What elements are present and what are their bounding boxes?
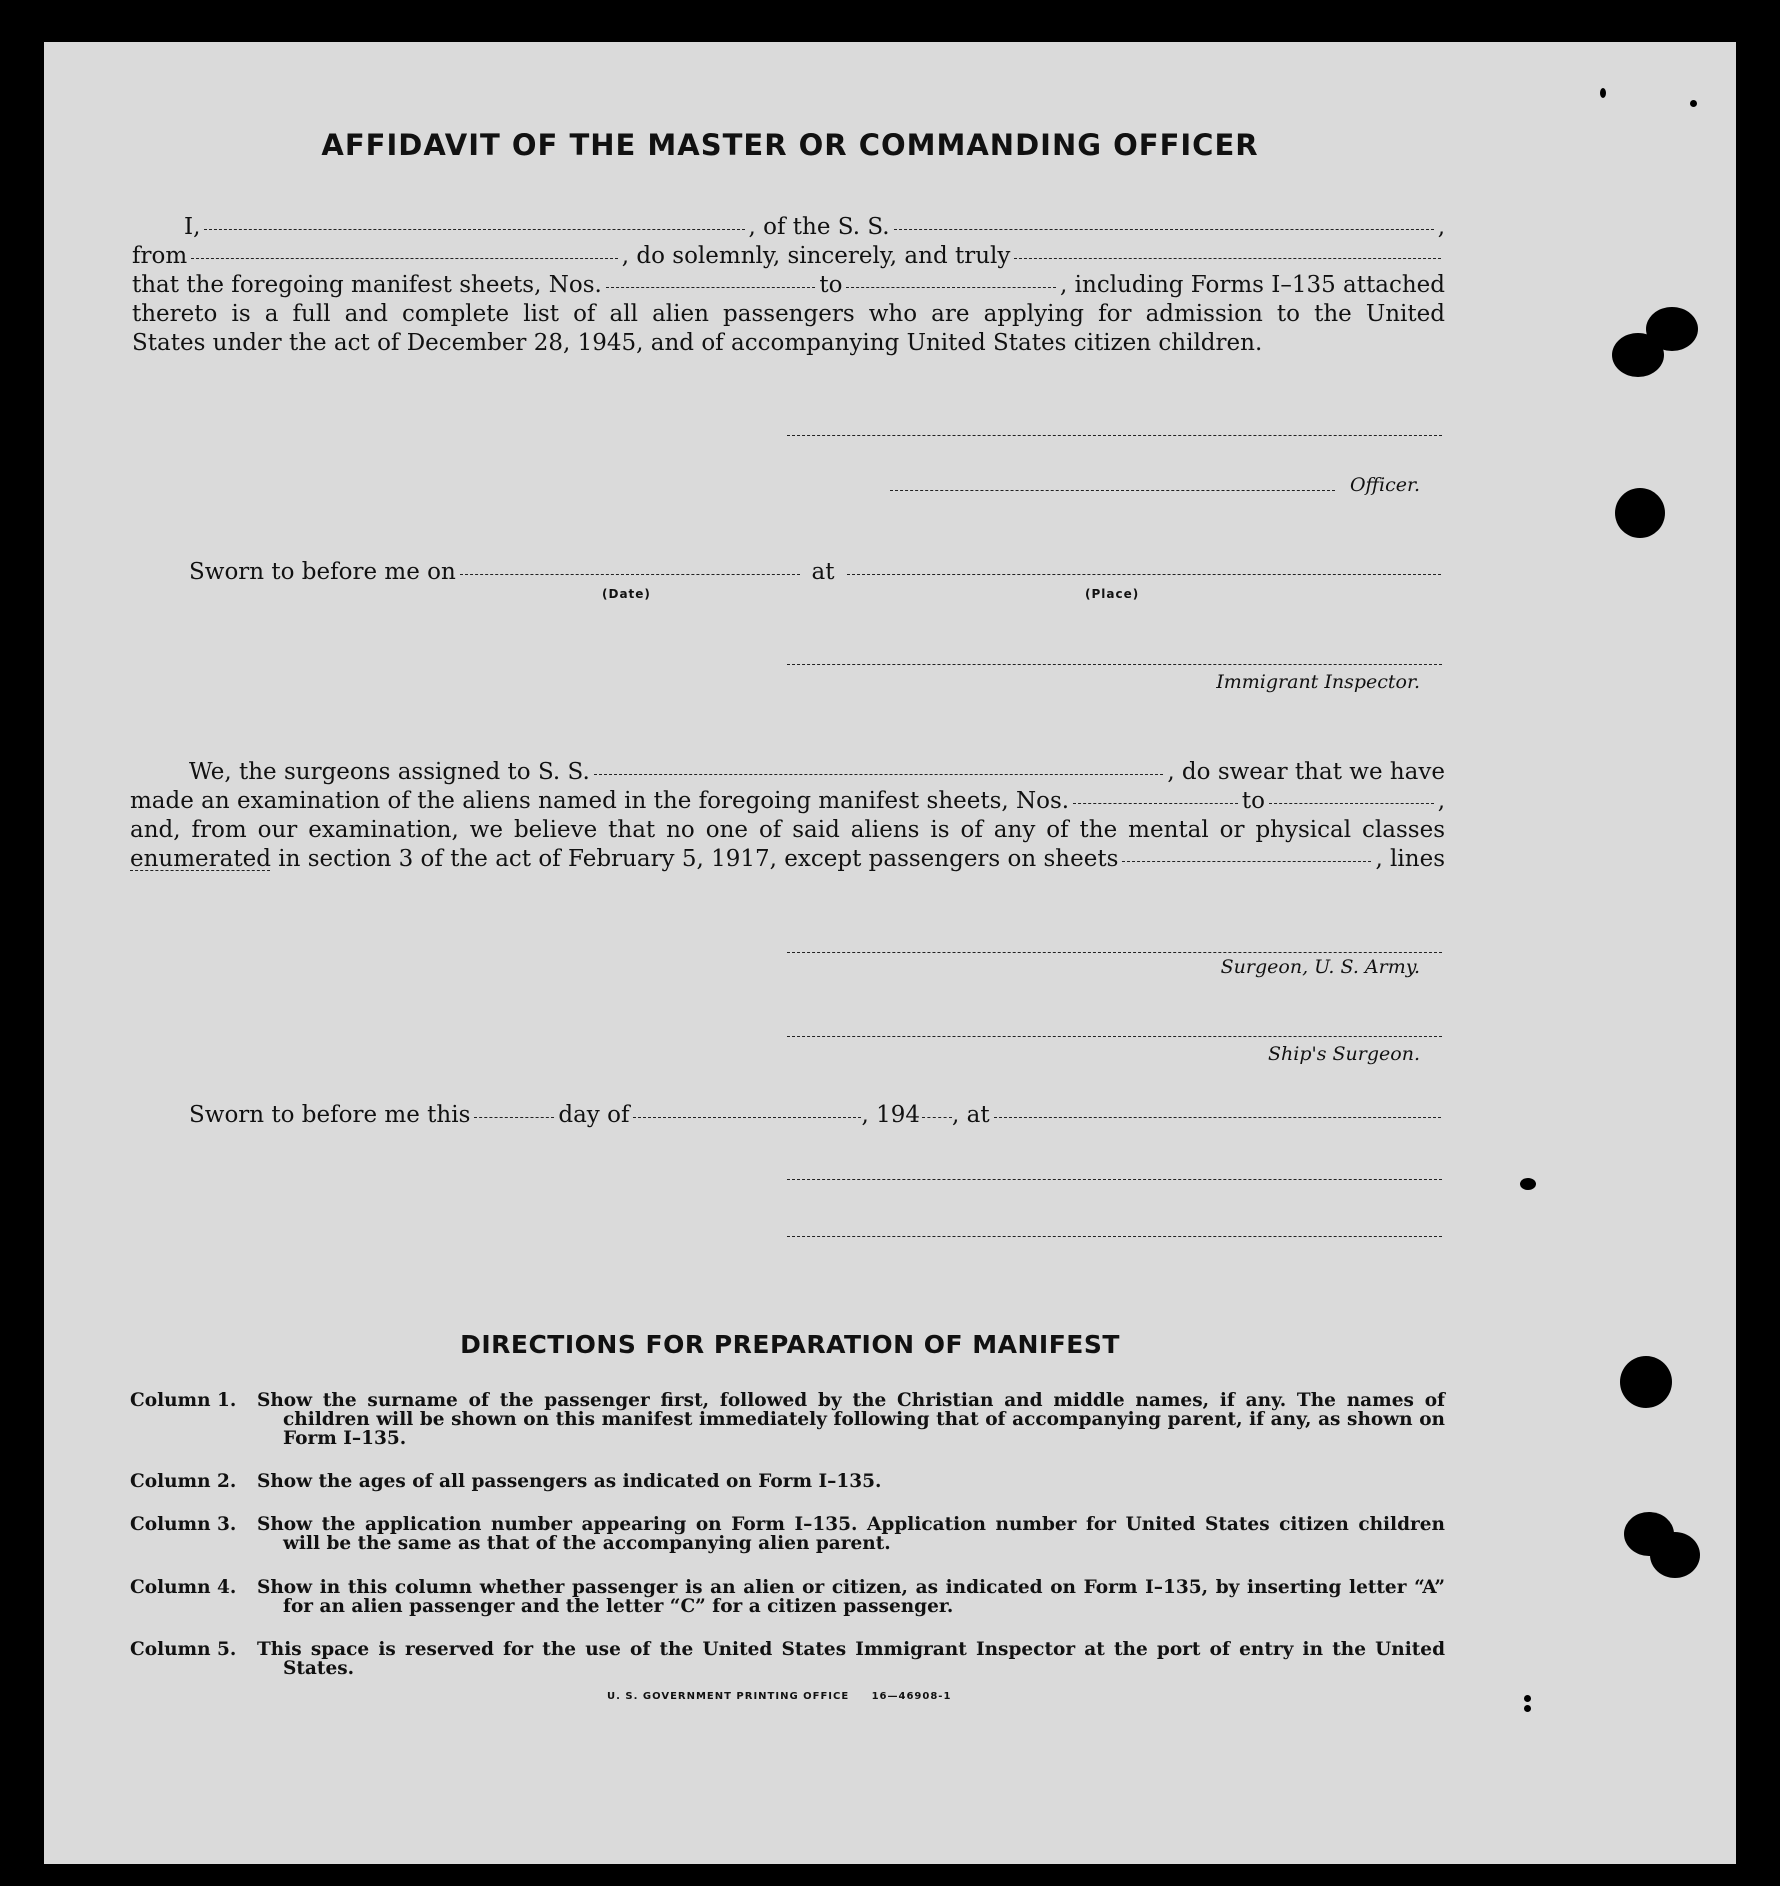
oath-field[interactable] [1014,258,1441,259]
direction-column-4 [130,1578,1445,1616]
date-caption: (Date) [602,587,651,601]
officer-name-field[interactable] [204,229,744,230]
affidavit-comma: , [1437,214,1446,240]
ship-surgeon-label: Ship's Surgeon. [1268,1043,1420,1065]
sworn-year-prefix: , 194 [861,1102,921,1128]
ink-speck-1 [1600,88,1606,98]
punch-hole-6 [1650,1532,1700,1578]
direction-text-cont: States. [283,1658,355,1679]
direction-text: Show the application number appearing on Form I–135. Application number for United States citizen children [257,1514,1445,1535]
direction-text-cont: for an alien passenger and the letter “C” for a citizen passenger. [283,1596,954,1617]
direction-column-label: Column 1. [130,1390,237,1411]
affidavit-including: , including Forms I–135 attached [1060,272,1446,298]
affidavit-sheets-nos: that the foregoing manifest sheets, Nos. [132,272,602,298]
surgeons-enumerated: enumerated in section 3 of the act of February 5, 1917, except passengers on sheets [130,846,1119,872]
direction-column-label: Column 5. [130,1639,237,1660]
direction-column-label: Column 4. [130,1577,237,1598]
sheets-to-field[interactable] [846,287,1056,288]
affidavit-of-ss: , of the S. S. [748,214,890,240]
direction-column-5 [130,1640,1445,1678]
direction-text-cont: will be the same as that of the accompanying alien parent. [283,1533,891,1554]
direction-text: This space is reserved for the use of the United States Immigrant Inspector at the port of entry in the United [257,1639,1445,1660]
sworn-place-field[interactable] [847,574,1442,575]
sworn-signature-line-2[interactable] [787,1236,1442,1237]
punch-hole-2 [1646,307,1698,351]
ship-surgeon-signature-line[interactable] [787,1036,1442,1037]
ink-speck-4 [1524,1705,1531,1712]
directions-title: DIRECTIONS FOR PREPARATION OF MANIFEST [460,1330,1120,1359]
officer-label: Officer. [1349,474,1420,496]
direction-text: Show the ages of all passengers as indicated on Form I–135. [257,1471,882,1492]
sworn-signature-line-1[interactable] [787,1179,1442,1180]
surgeon-ship-field[interactable] [594,774,1164,775]
affidavit-i: I, [184,214,201,240]
punch-hole-3 [1615,488,1665,538]
surgeons-swear: , do swear that we have [1167,759,1445,785]
army-surgeon-signature-line[interactable] [787,952,1442,953]
officer-signature-line[interactable] [787,435,1442,436]
surgeons-assigned: We, the surgeons assigned to S. S. [189,759,590,785]
inspector-label: Immigrant Inspector. [1216,671,1420,693]
direction-text-cont: children will be shown on this manifest immediately following that of accompanying parent, if any, as shown on Form I–135. [283,1409,1445,1449]
sworn-day-line [189,1101,1445,1130]
direction-column-label: Column 3. [130,1514,237,1535]
place-caption: (Place) [1085,587,1140,601]
sworn-before-me-on: Sworn to before me on [189,559,456,585]
affidavit-line-5: States under the act of December 28, 1945, and of accompanying United States citizen children. [132,330,1263,356]
army-surgeon-label: Surgeon, U. S. Army. [1220,956,1420,978]
sworn-month-field[interactable] [633,1117,861,1118]
sworn-at: at [811,559,835,585]
sworn-day-of: day of [558,1102,630,1128]
ink-speck-2 [1690,100,1697,107]
surgeons-comma: , [1437,788,1445,814]
sworn-year-field[interactable] [922,1117,952,1118]
surgeons-lines: , lines [1375,846,1445,872]
affidavit-solemnly: , do solemnly, sincerely, and truly [621,243,1011,269]
surgeons-line-3: and, from our examination, we believe that no one of said aliens is of any of the mental or physical classes [130,817,1445,843]
direction-column-2 [130,1472,1445,1491]
ship-name-field[interactable] [894,229,1434,230]
direction-column-label: Column 2. [130,1471,237,1492]
except-sheets-field[interactable] [1122,861,1371,862]
direction-text: Show in this column whether passenger is an alien or citizen, as indicated on Form I–135, by inserting letter “A” [257,1577,1445,1598]
exam-sheets-to-field[interactable] [1269,803,1434,804]
affidavit-paragraph [132,213,1445,358]
surgeons-to: to [1241,788,1265,814]
affidavit-line-4: thereto is a full and complete list of all alien passengers who are applying for admission to the United [132,301,1445,327]
inspector-signature-line[interactable] [787,664,1442,665]
sworn-day-field[interactable] [474,1117,554,1118]
except-lines-field[interactable] [130,870,270,871]
sworn-before-me-this: Sworn to before me this [189,1102,471,1128]
exam-sheets-from-field[interactable] [1073,803,1238,804]
direction-column-3 [130,1515,1445,1553]
punch-hole-4 [1620,1356,1672,1408]
surgeons-examination: made an examination of the aliens named in the foregoing manifest sheets, Nos. [130,788,1070,814]
printing-office-footer: U. S. GOVERNMENT PRINTING OFFICE 16—46908-1 [607,1691,952,1702]
affidavit-from: from [132,243,188,269]
form-title: AFFIDAVIT OF THE MASTER OR COMMANDING OFFICER [321,128,1259,162]
ink-spot [1520,1178,1536,1190]
affidavit-to: to [819,272,843,298]
direction-column-1 [130,1391,1445,1448]
direction-text: Show the surname of the passenger first, followed by the Christian and middle names, if any. The names of [257,1390,1445,1411]
sworn-at-2: , at [952,1102,990,1128]
ink-speck-3 [1524,1695,1531,1702]
sworn-place-2-field[interactable] [994,1117,1441,1118]
sheets-from-field[interactable] [606,287,816,288]
sworn-date-place-line [189,558,1445,587]
surgeons-paragraph [130,758,1445,875]
departure-port-field[interactable] [191,258,618,259]
sworn-date-field[interactable] [460,574,800,575]
